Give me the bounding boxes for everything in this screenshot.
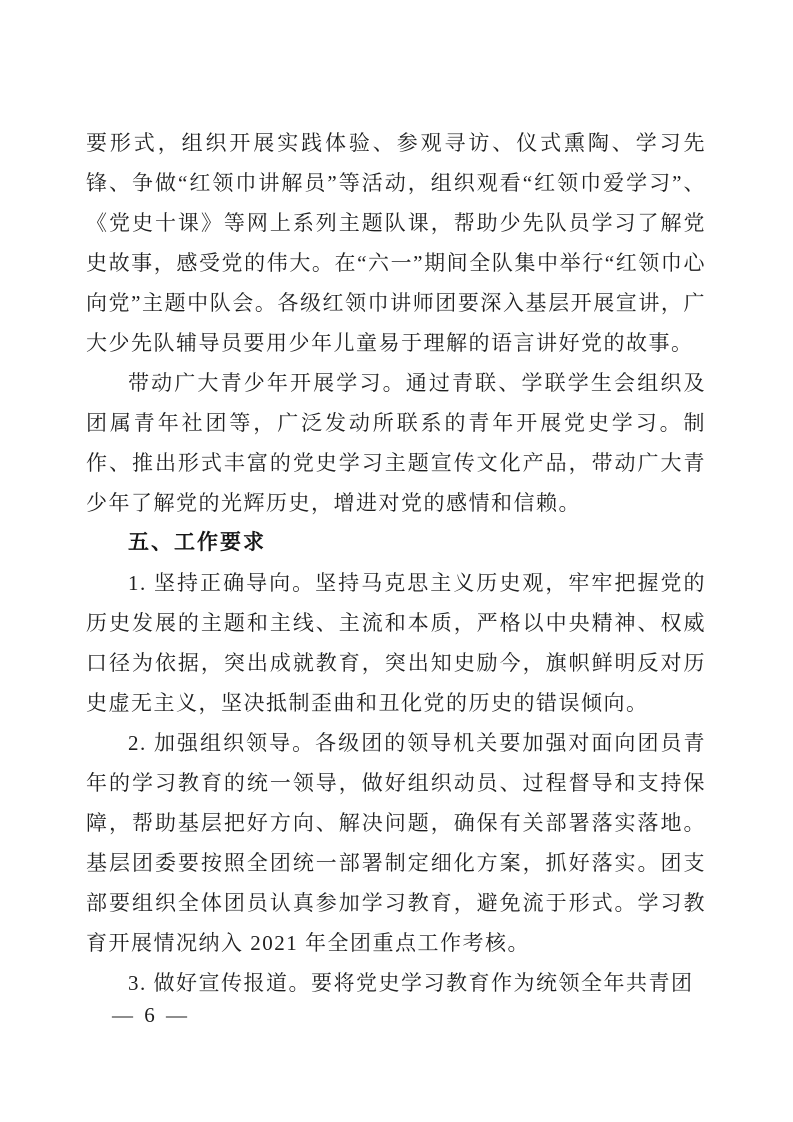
paragraph-continued-from-previous-page: 要形式，组织开展实践体验、参观寻访、仪式熏陶、学习先锋、争做“红领巾讲解员”等活动，组织观看“红领巾爱学习”、《党史十课》等网上系列主题队课，帮助少先队员学习了解党史故事，感受党的伟大。在“六一”期间全队集中举行“红领巾心向党”主题中队会。各级红领巾讲师团要深入基层开展宣讲，广大少先队辅导员要用少年儿童易于理解的语言讲好党的故事。 [86, 131, 706, 355]
paragraph-item1-correct-orientation: 1. 坚持正确导向。坚持马克思主义历史观，牢牢把握党的历史发展的主题和主线、主流和本质，严格以中央精神、权威口径为依据，突出成就教育，突出知史励今，旗帜鲜明反对历史虚无主义，坚决抵制歪曲和丑化党的历史的错误倾向。 [86, 571, 706, 715]
section-heading-work-requirements: 五、工作要求 [128, 531, 266, 554]
paragraph-youth-learning: 带动广大青少年开展学习。通过青联、学联学生会组织及团属青年社团等，广泛发动所联系的青年开展党史学习。制作、推出形式丰富的党史学习主题宣传文化产品，带动广大青少年了解党的光辉历史，增进对党的感情和信赖。 [86, 371, 706, 515]
document-body [86, 123, 706, 1003]
paragraph-item3-publicity-reporting: 3. 做好宣传报道。要将党史学习教育作为统领全年共青团 [128, 971, 694, 995]
page-number: — 6 — [112, 1003, 190, 1027]
paragraph-item2-strengthen-organizational-leadership: 2. 加强组织领导。各级团的领导机关要加强对面向团员青年的学习教育的统一领导，做好组织动员、过程督导和支持保障，帮助基层把好方向、解决问题，确保有关部署落实落地。基层团委要按照全团统一部署制定细化方案，抓好落实。团支部要组织全体团员认真参加学习教育，避免流于形式。学习教育开展情况纳入 2021 年全团重点工作考核。 [86, 731, 706, 955]
